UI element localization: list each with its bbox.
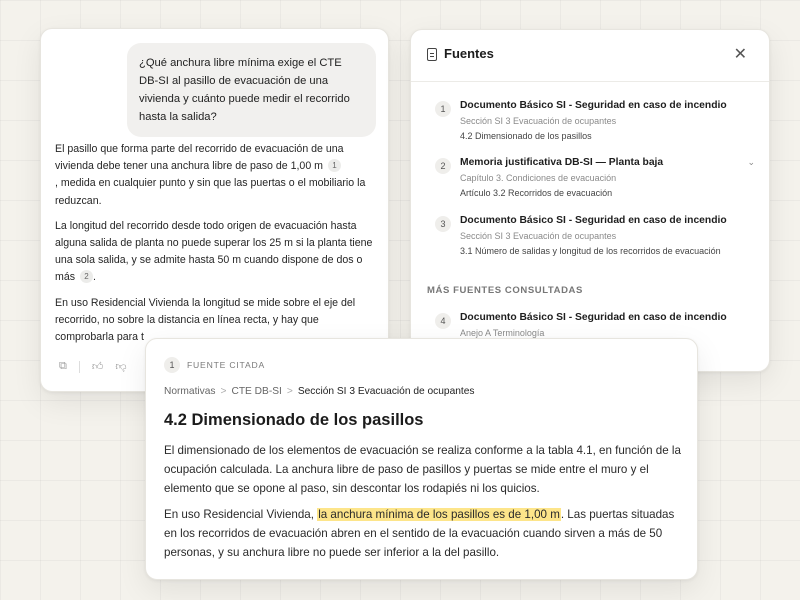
cited-source-header [164, 357, 265, 373]
more-sources-heading: MÁS FUENTES CONSULTADAS [427, 285, 583, 296]
cited-text: . Las puertas situadas en los recorridos de evacuación abren en el sentido de la evacuación cuando sirven a más de 50 personas, y su anchura libre no puede ser inferior a la del pasillo. [164, 508, 675, 559]
citation-marker-2[interactable]: 2 [80, 270, 93, 283]
source-number: 1 [435, 101, 451, 117]
answer-paragraph-1 [55, 141, 373, 210]
source-section: Sección SI 3 Evacuación de ocupantes [460, 231, 617, 241]
source-article: 3.1 Número de salidas y longitud de los recorridos de evacuación [460, 246, 721, 256]
close-icon[interactable]: ✕ [733, 46, 747, 63]
answer-text: , medida en cualquier punto y sin que las puertas o el mobiliario la reduzcan. [55, 177, 366, 207]
cited-text: En uso Residencial Vivienda, [164, 508, 318, 521]
sources-header [411, 30, 769, 82]
cited-paragraph-1: El dimensionado de los elementos de evacuación se realiza conforme a la tabla 4.1, en función de la ocupación calculada. La anchura libre de paso de pasillos y puertas se mide entre el muro y el elemento que se opone al paso, sin descontar los rodapiés ni los quicios. [164, 444, 681, 495]
thumbs-up-icon[interactable]: 👍︎ [91, 361, 104, 373]
chevron-right-icon: > [286, 386, 293, 397]
source-title: Documento Básico SI - Seguridad en caso de incendio [460, 215, 727, 226]
citation-marker-1[interactable]: 1 [328, 159, 341, 172]
source-number: 2 [435, 158, 451, 174]
source-section: Sección SI 3 Evacuación de ocupantes [460, 116, 617, 126]
answer-text: El pasillo que forma parte del recorrido de evacuación de una vivienda debe tener una anchura libre de paso de 1,00 m [55, 143, 344, 173]
message-actions [59, 360, 127, 373]
breadcrumb-current: Sección SI 3 Evacuación de ocupantes [297, 386, 475, 397]
answer-text: . [92, 271, 96, 284]
source-section: Capítulo 3. Condiciones de evacuación [460, 173, 617, 183]
breadcrumb-item[interactable]: Normativas [164, 386, 216, 397]
source-number: 4 [435, 313, 451, 329]
source-section: Anejo A Terminología [460, 328, 545, 338]
sources-panel [410, 29, 770, 372]
cited-paragraph-2 [164, 505, 686, 562]
chevron-right-icon: > [220, 386, 227, 397]
source-title: Memoria justificativa DB-SI — Planta baja [460, 157, 664, 168]
user-question-bubble: ¿Qué anchura libre mínima exige el CTE DB-SI al pasillo de evacuación de una vivienda y cuánto puede medir el recorrido hasta la salida? [127, 43, 376, 137]
breadcrumb [164, 386, 475, 397]
source-number: 3 [435, 216, 451, 232]
chevron-down-icon[interactable]: ⌄ [747, 157, 755, 167]
cited-source-card [145, 338, 698, 580]
answer-text: La longitud del recorrido desde todo origen de evacuación hasta alguna salida de planta no puede superar los 25 m si la planta tiene una sola salida, y se admite hasta 50 m cuando dispone de dos o más [55, 219, 373, 284]
answer-paragraph-3: En uso Residencial Vivienda la longitud se mide sobre el eje del recorrido, no sobre la distancia en línea recta, y hay que comprobarla para t [55, 296, 356, 344]
divider [79, 361, 80, 373]
cited-number: 1 [164, 357, 180, 373]
sources-title: Fuentes [444, 46, 494, 61]
answer-paragraph-2 [55, 218, 373, 287]
source-article: Artículo 3.2 Recorridos de evacuación [460, 188, 613, 198]
highlighted-text: la anchura mínima de los pasillos es de 1,00 m [318, 508, 560, 521]
cited-label: FUENTE CITADA [187, 360, 266, 370]
source-title: Documento Básico SI - Seguridad en caso de incendio [460, 312, 727, 323]
copy-icon[interactable]: ⧉ [59, 360, 67, 372]
thumbs-down-icon[interactable]: 👎︎ [115, 361, 127, 373]
assistant-answer [55, 141, 373, 354]
source-title: Documento Básico SI - Seguridad en caso de incendio [460, 100, 727, 111]
document-icon [427, 48, 437, 61]
cited-title: 4.2 Dimensionado de los pasillos [164, 411, 424, 429]
breadcrumb-item[interactable]: CTE DB-SI [231, 386, 282, 397]
cited-body [164, 441, 686, 569]
source-article: 4.2 Dimensionado de los pasillos [460, 131, 592, 141]
